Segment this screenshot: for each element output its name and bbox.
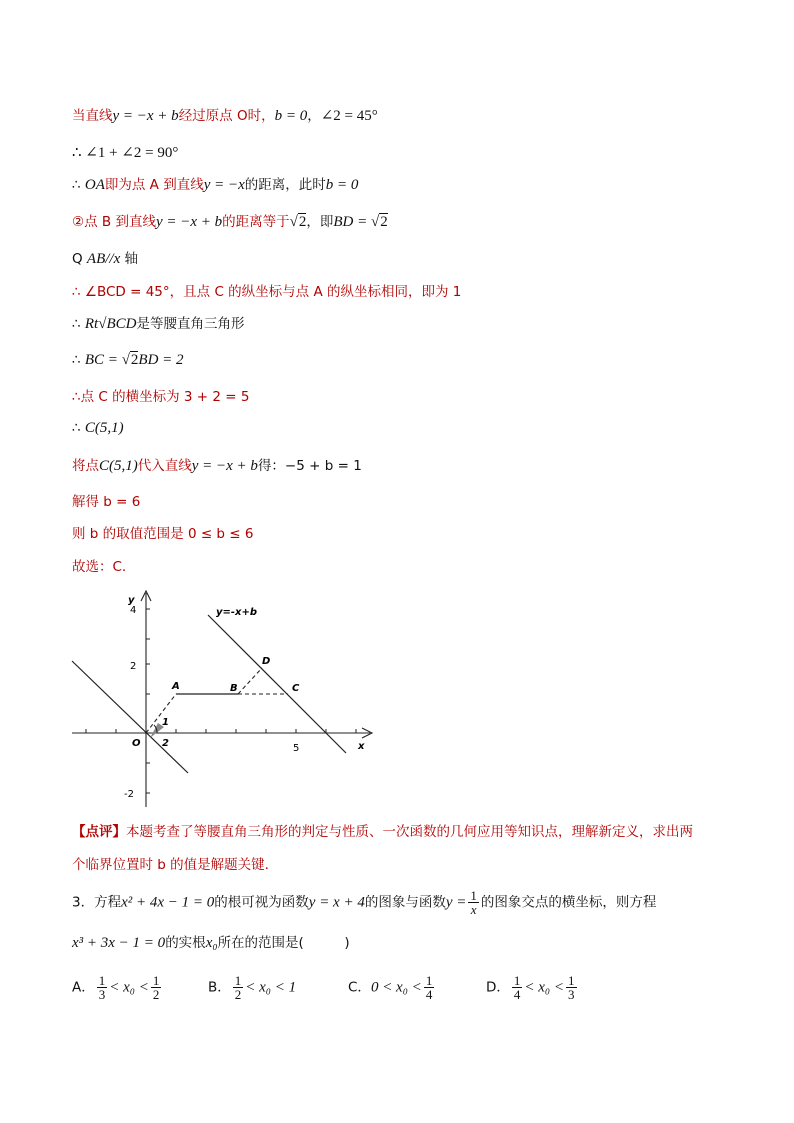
equation: Rt√BCD xyxy=(84,316,137,332)
text: 方程 xyxy=(94,894,122,911)
text: 代入直线 xyxy=(137,458,192,474)
equation: BD = xyxy=(333,214,371,230)
coordinate-graph xyxy=(60,585,390,813)
comment-line-2: 个临界位置时 b 的值是解题关键. xyxy=(72,857,269,873)
solution-line-4: ②点 B 到直线y = −x + b的距离等于√2，即BD = √2 xyxy=(72,214,388,230)
x-ticks xyxy=(86,729,356,733)
text: ∴ xyxy=(72,316,85,332)
angle-label-1: 1 xyxy=(162,717,169,728)
equation: x³ + 3x − 1 = 0 xyxy=(72,935,166,951)
question-line-1 xyxy=(72,889,656,916)
tick-y4: 4 xyxy=(130,605,137,616)
label-x: x xyxy=(358,741,365,752)
choice-d[interactable]: D． $\frac{1}{4}$ < x₀ < $\frac{1}{3}$ xyxy=(486,973,575,1002)
point-label-c: C xyxy=(292,683,300,694)
solution-line-9 xyxy=(72,387,249,407)
line-y-neg-x xyxy=(72,661,188,773)
solution-line-7 xyxy=(72,314,244,334)
tick-ym2: -2 xyxy=(124,789,134,800)
choice-c[interactable]: C．0 < x₀ < $\frac{1}{4}$ xyxy=(348,973,433,1002)
text: 是等腰直角三角形 xyxy=(136,316,245,332)
text: ，即 xyxy=(306,214,334,230)
label-origin: O xyxy=(132,738,141,749)
equation: y = −x + b xyxy=(112,108,179,124)
text: ∴ xyxy=(72,420,85,436)
solution-line-14: 故选：C. xyxy=(72,559,127,575)
equation: AB//x xyxy=(86,251,121,267)
label-line: y=-x+b xyxy=(216,607,258,618)
angle-label-2: 2 xyxy=(162,738,169,749)
segment-bd xyxy=(238,668,262,694)
equation: y = −x + b xyxy=(155,214,223,230)
equation: BC = xyxy=(84,352,122,368)
solution-line-3 xyxy=(72,175,358,195)
label-y: y xyxy=(128,595,135,606)
solution-line-1 xyxy=(72,106,378,126)
comment-text: 本题考查了等腰直角三角形的判定与性质、一次函数的几何应用等知识点，理解新定义，求出两 xyxy=(126,824,693,840)
text: 将点 xyxy=(72,458,99,474)
sqrt-value: 2 xyxy=(130,352,139,368)
choice-b[interactable]: B． $\frac{1}{2}$ < x₀ < 1 xyxy=(208,973,297,1002)
equation: BD = 2 xyxy=(138,352,184,368)
text: ②点 B 到直线 xyxy=(72,214,156,230)
text: 经过原点 O时， xyxy=(178,108,275,124)
equation: b = 0 xyxy=(325,177,359,193)
text: 的根可视为函数 xyxy=(214,894,309,911)
equation: y = −x xyxy=(203,177,245,193)
tick-x5: 5 xyxy=(293,743,300,754)
question-number: 3． xyxy=(72,894,95,911)
equation: OA xyxy=(84,177,105,193)
line-y-neg-x-plus-b xyxy=(208,615,346,753)
text: ∴ xyxy=(72,177,85,193)
equation: b = 0 xyxy=(274,108,308,124)
solution-line-5 xyxy=(72,249,138,269)
text: 的距离等于 xyxy=(222,214,290,230)
text: ∴ ∠BCD = 45°，且点 C 的纵坐标与点 A 的纵坐标相同，即为 1 xyxy=(72,284,462,300)
text: Q xyxy=(72,251,87,267)
text: ∴ xyxy=(72,352,85,368)
choice-a[interactable]: A． $\frac{1}{3}$ < x₀ < $\frac{1}{2}$ xyxy=(72,973,160,1002)
point-label-a: A xyxy=(172,681,180,692)
text: 所在的范围是( ) xyxy=(217,935,350,951)
point-label-d: D xyxy=(262,656,271,667)
solution-line-8: ∴ BC = √2BD = 2 xyxy=(72,352,184,368)
equation: x² + 4x − 1 = 0 xyxy=(121,894,215,911)
equation: y = x + 4 xyxy=(308,894,365,911)
text: 得：−5 + b = 1 xyxy=(257,458,362,474)
solution-line-12: 解得 b = 6 xyxy=(72,494,141,510)
solution-line-6 xyxy=(72,282,461,302)
tick-y2: 2 xyxy=(130,661,137,672)
text: 轴 xyxy=(120,251,139,267)
equation: ∴ ∠1 + ∠2 = 90° xyxy=(72,145,179,161)
sqrt-value: 2 xyxy=(298,214,307,230)
point-label-b: B xyxy=(230,683,238,694)
solution-line-13: 则 b 的取值范围是 0 ≤ b ≤ 6 xyxy=(72,526,254,542)
equation: C(5,1) xyxy=(99,458,138,474)
solution-line-2 xyxy=(72,143,178,163)
text: 即为点 A 到直线 xyxy=(104,177,204,193)
y-ticks xyxy=(146,609,150,793)
comment-line-1 xyxy=(72,822,693,842)
equation: ∠2 = 45° xyxy=(320,108,378,124)
solution-line-10 xyxy=(72,418,124,438)
text: 的图象与函数 xyxy=(364,894,446,911)
equation: y = xyxy=(445,894,467,911)
equation: C(5,1) xyxy=(84,420,124,436)
text: 的图象交点的横坐标，则方程 xyxy=(480,894,657,911)
question-line-2 xyxy=(72,933,350,953)
text: 的实根 xyxy=(165,935,206,951)
variable: x₀ xyxy=(205,935,218,951)
equation: y = −x + b xyxy=(191,458,258,474)
text: 当直线 xyxy=(72,108,113,124)
solution-line-11 xyxy=(72,456,362,476)
comment-tag: 【点评】 xyxy=(72,824,126,840)
fraction: $\frac{1}{x}$ xyxy=(470,888,477,917)
sqrt-value: 2 xyxy=(380,214,388,230)
text: ， xyxy=(307,108,321,124)
text: ∴点 C 的横坐标为 3 + 2 = 5 xyxy=(72,389,250,405)
text: 的距离，此时 xyxy=(244,177,326,193)
